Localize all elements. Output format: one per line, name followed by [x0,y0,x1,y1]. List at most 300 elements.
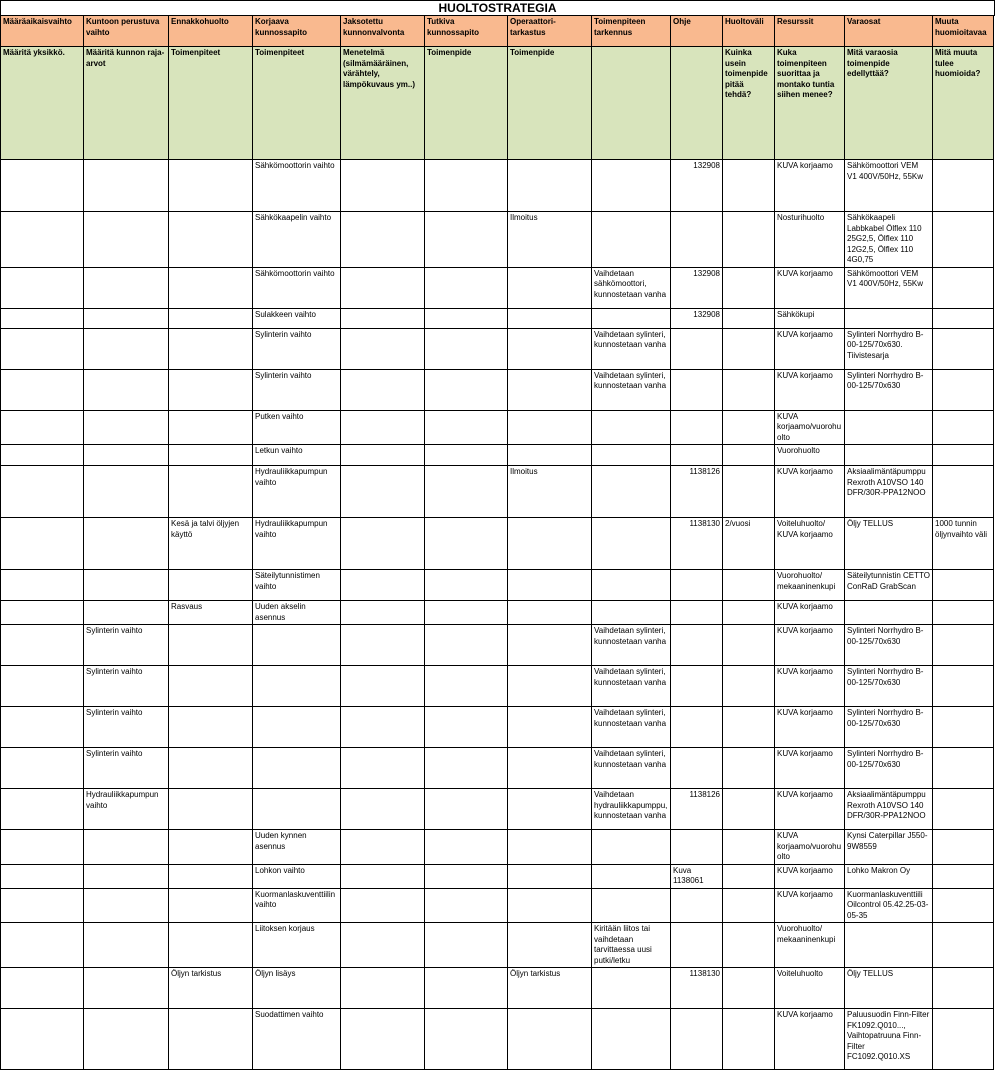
table-cell: Sähkömoottorin vaihto [253,160,341,212]
table-cell [341,748,425,789]
column-subheader: Menetelmä (silmämääräinen, värähtely, lämpökuvaus ym..) [341,47,425,160]
table-cell: Ilmoitus [508,212,592,268]
table-cell [341,212,425,268]
table-cell [84,308,169,328]
table-row [1,789,994,830]
table-cell [671,888,723,923]
table-cell [341,968,425,1009]
table-cell [592,212,671,268]
table-cell [671,923,723,968]
table-row [1,212,994,268]
column-header: Jaksotettu kunnonvalvonta [341,16,425,47]
table-cell: Sylinterin vaihto [253,328,341,369]
table-cell: Uuden akselin asennus [253,601,341,625]
table-cell: Kuormanlaskuventtiili Oilcontrol 05.42.25-03-05-35 [845,888,933,923]
table-cell [169,864,253,888]
table-cell: KUVA korjaamo [775,666,845,707]
column-subheader: Toimenpide [425,47,508,160]
table-cell: KUVA korjaamo [775,789,845,830]
table-cell [723,212,775,268]
table-cell: Liitoksen korjaus [253,923,341,968]
table-cell: Vuorohuolto/ mekaaninenkupi [775,570,845,601]
table-cell [933,308,994,328]
table-cell [169,923,253,968]
table-cell [723,923,775,968]
table-cell: 1138130 [671,968,723,1009]
table-row [1,864,994,888]
table-cell: KUVA korjaamo [775,625,845,666]
table-cell: 1138126 [671,789,723,830]
table-cell: Sylinterin vaihto [84,666,169,707]
table-cell: KUVA korjaamo [775,748,845,789]
column-header: Ohje [671,16,723,47]
table-cell [592,1009,671,1070]
table-cell [933,601,994,625]
table-cell [933,748,994,789]
table-cell [341,518,425,570]
table-cell [508,369,592,410]
table-cell: Aksiaalimäntäpumppu Rexroth A10VSO 140 DFR/30R-PPA12NOO [845,466,933,518]
table-cell [845,923,933,968]
column-subheader: Kuinka usein toimenpide pitää tehdä? [723,47,775,160]
table-cell: Kynsi Caterpillar J550-9W8559 [845,830,933,865]
table-cell [1,160,84,212]
table-cell: Kesä ja talvi öljyjen käyttö [169,518,253,570]
table-cell [933,466,994,518]
table-cell [425,830,508,865]
table-cell: Sähkökupi [775,308,845,328]
table-cell [425,570,508,601]
table-cell [508,666,592,707]
table-cell: Sylinterin vaihto [84,625,169,666]
table-cell [723,410,775,445]
table-row [1,968,994,1009]
table-row [1,570,994,601]
table-row [1,601,994,625]
table-cell [169,789,253,830]
table-cell [169,466,253,518]
table-cell [1,410,84,445]
table-cell [84,212,169,268]
table-cell [341,445,425,466]
table-cell [425,864,508,888]
column-header: Määräaikaisvaihto [1,16,84,47]
table-cell [341,830,425,865]
table-cell [341,328,425,369]
table-cell [84,830,169,865]
table-cell: Vaihdetaan sylinteri, kunnostetaan vanha [592,707,671,748]
table-cell [933,888,994,923]
table-cell [1,212,84,268]
table-cell: Sylinteri Norrhydro B-00-125/70x630. Tiivistesarja [845,328,933,369]
table-cell [592,160,671,212]
column-header: Huoltoväli [723,16,775,47]
table-cell [169,1009,253,1070]
table-row [1,888,994,923]
table-cell [341,707,425,748]
table-cell: Sulakkeen vaihto [253,308,341,328]
table-cell [84,1009,169,1070]
table-row [1,369,994,410]
table-cell [1,923,84,968]
table-cell: Hydrauliikkapumpun vaihto [84,789,169,830]
table-cell: Voiteluhuolto [775,968,845,1009]
column-header: Ennakkohuolto [169,16,253,47]
table-cell [84,968,169,1009]
table-cell [169,888,253,923]
table-cell: Öljyn tarkistus [508,968,592,1009]
table-cell: Sylinteri Norrhydro B-00-125/70x630 [845,625,933,666]
table-cell [723,830,775,865]
maintenance-table [0,15,994,1070]
table-cell: Vaihdetaan sylinteri, kunnostetaan vanha [592,748,671,789]
table-cell [671,328,723,369]
table-cell: Kuva 1138061 [671,864,723,888]
table-cell [508,160,592,212]
table-cell [169,830,253,865]
table-cell [723,666,775,707]
table-cell [169,328,253,369]
table-cell [592,445,671,466]
table-cell [592,601,671,625]
table-cell [592,466,671,518]
table-cell: Suodattimen vaihto [253,1009,341,1070]
table-cell [508,445,592,466]
table-cell [253,625,341,666]
table-cell [508,410,592,445]
table-row [1,707,994,748]
table-cell: Sylinterin vaihto [253,369,341,410]
table-cell [425,267,508,308]
table-cell [341,369,425,410]
table-cell: 132908 [671,267,723,308]
table-cell [723,328,775,369]
table-cell [1,666,84,707]
column-header: Korjaava kunnossapito [253,16,341,47]
table-cell [425,308,508,328]
column-header: Tutkiva kunnossapito [425,16,508,47]
column-subheader: Toimenpide [508,47,592,160]
table-cell [723,445,775,466]
table-cell [341,308,425,328]
table-cell: 1000 tunnin öljynvaihto väli [933,518,994,570]
table-cell: Rasvaus [169,601,253,625]
table-row [1,923,994,968]
table-row [1,466,994,518]
table-cell [508,601,592,625]
table-cell [723,369,775,410]
table-cell [508,830,592,865]
table-cell [425,1009,508,1070]
table-cell: Vaihdetaan sylinteri, kunnostetaan vanha [592,625,671,666]
table-cell: Sylinteri Norrhydro B-00-125/70x630 [845,666,933,707]
column-subheader: Kuka toimenpiteen suorittaa ja montako tuntia siihen menee? [775,47,845,160]
table-cell: Nosturihuolto [775,212,845,268]
table-cell [425,888,508,923]
table-cell [723,888,775,923]
subheader-row [1,47,994,160]
table-cell [169,267,253,308]
table-cell: Vaihdetaan hydrauliikkapumppu, kunnostetaan vanha [592,789,671,830]
table-cell [169,445,253,466]
table-cell: Putken vaihto [253,410,341,445]
table-cell [253,748,341,789]
table-row [1,748,994,789]
table-row [1,160,994,212]
table-cell [671,666,723,707]
table-cell [933,1009,994,1070]
table-cell [84,328,169,369]
table-cell [933,267,994,308]
table-cell: Vaihdetaan sylinteri, kunnostetaan vanha [592,328,671,369]
table-cell [1,601,84,625]
table-cell [84,518,169,570]
table-cell [425,212,508,268]
table-cell [425,666,508,707]
table-row [1,267,994,308]
table-cell: 2/vuosi [723,518,775,570]
table-row [1,666,994,707]
table-row [1,518,994,570]
table-cell [1,308,84,328]
column-subheader: Mitä varaosia toimenpide edellyttää? [845,47,933,160]
table-cell: Hydrauliikkapumpun vaihto [253,466,341,518]
header-row [1,16,994,47]
table-row [1,308,994,328]
table-cell: KUVA korjaamo [775,328,845,369]
table-cell [341,666,425,707]
table-cell: KUVA korjaamo [775,466,845,518]
table-cell [425,748,508,789]
table-cell: Säteilytunnistimen vaihto [253,570,341,601]
table-cell [425,160,508,212]
table-cell [671,212,723,268]
table-cell [425,518,508,570]
table-cell [1,830,84,865]
table-cell [723,789,775,830]
table-cell [425,707,508,748]
column-header: Muuta huomioitavaa [933,16,994,47]
table-cell: KUVA korjaamo [775,888,845,923]
table-cell [933,968,994,1009]
table-cell [592,518,671,570]
table-cell: KUVA korjaamo [775,707,845,748]
table-cell: KUVA korjaamo/vuorohuolto [775,830,845,865]
table-cell [341,789,425,830]
table-cell [508,625,592,666]
table-cell [508,1009,592,1070]
column-subheader: Toimenpiteet [253,47,341,160]
table-cell [508,888,592,923]
table-cell [933,625,994,666]
table-cell [1,369,84,410]
table-cell: Sylinterin vaihto [84,748,169,789]
table-cell [592,968,671,1009]
table-cell [723,625,775,666]
table-cell [723,968,775,1009]
table-cell [592,888,671,923]
table-cell [1,1009,84,1070]
column-header: Kuntoon perustuva vaihto [84,16,169,47]
table-cell: Öljy TELLUS [845,968,933,1009]
table-cell [671,1009,723,1070]
table-cell: Uuden kynnen asennus [253,830,341,865]
table-cell [933,789,994,830]
table-cell [1,968,84,1009]
table-row [1,830,994,865]
table-cell [723,570,775,601]
table-cell [425,445,508,466]
table-cell [508,570,592,601]
table-cell [723,308,775,328]
column-subheader [592,47,671,160]
table-cell [169,625,253,666]
table-cell [508,707,592,748]
table-cell [508,789,592,830]
table-cell [425,369,508,410]
table-cell [425,328,508,369]
table-cell [592,830,671,865]
table-cell [84,267,169,308]
column-subheader: Määritä yksikkö. [1,47,84,160]
table-cell [671,369,723,410]
table-cell [508,267,592,308]
table-cell [508,923,592,968]
table-cell [425,968,508,1009]
table-cell: Vuorohuolto [775,445,845,466]
table-cell [253,707,341,748]
table-cell [1,789,84,830]
table-cell: Kuormanlaskuventtiilin vaihto [253,888,341,923]
column-header: Resurssit [775,16,845,47]
table-cell [84,923,169,968]
table-cell [1,888,84,923]
table-cell [169,369,253,410]
table-cell: KUVA korjaamo/vuorohuolto [775,410,845,445]
table-cell: Sylinterin vaihto [84,707,169,748]
table-cell [1,864,84,888]
table-cell: Ilmoitus [508,466,592,518]
table-row [1,328,994,369]
table-cell [169,410,253,445]
table-cell [425,601,508,625]
table-cell: Voiteluhuolto/ KUVA korjaamo [775,518,845,570]
table-cell [341,1009,425,1070]
table-cell [723,748,775,789]
table-cell [84,601,169,625]
table-cell [933,445,994,466]
table-cell: Öljyn lisäys [253,968,341,1009]
column-subheader: Toimenpiteet [169,47,253,160]
table-cell [508,748,592,789]
table-cell: 1138130 [671,518,723,570]
table-cell [1,445,84,466]
table-cell [723,160,775,212]
table-cell: KUVA korjaamo [775,267,845,308]
table-cell: Sähkökaapeli Labbkabel Ölflex 110 25G2,5, Ölflex 110 12G2,5, Ölflex 110 4G0,75 [845,212,933,268]
table-cell [84,369,169,410]
table-cell [845,410,933,445]
table-cell [723,864,775,888]
table-cell: Säteilytunnistin CETTO ConRaD GrabScan [845,570,933,601]
table-cell [508,864,592,888]
table-cell: Kiritään liitos tai vaihdetaan tarvittaessa uusi putki/letku [592,923,671,968]
table-cell [425,625,508,666]
table-cell [671,445,723,466]
table-cell [425,410,508,445]
table-cell [84,160,169,212]
table-cell [671,410,723,445]
table-cell [341,160,425,212]
table-cell [341,570,425,601]
table-cell: Vaihdetaan sylinteri, kunnostetaan vanha [592,666,671,707]
table-cell [845,601,933,625]
table-cell [933,864,994,888]
column-header: Toimenpiteen tarkennus [592,16,671,47]
table-cell [671,601,723,625]
table-cell [933,707,994,748]
sheet-title: HUOLTOSTRATEGIA [0,0,995,16]
table-cell [425,789,508,830]
table-cell [84,410,169,445]
table-cell [933,212,994,268]
table-cell [169,748,253,789]
table-cell [341,410,425,445]
table-cell [341,267,425,308]
table-cell: 132908 [671,308,723,328]
table-cell [1,518,84,570]
table-cell [508,518,592,570]
table-cell [845,308,933,328]
table-cell [253,666,341,707]
table-row [1,445,994,466]
table-cell: Sähkömoottori VEM V1 400V/50Hz, 55Kw [845,160,933,212]
table-cell [671,570,723,601]
table-cell: KUVA korjaamo [775,601,845,625]
table-cell [169,212,253,268]
table-cell: 1138126 [671,466,723,518]
table-cell [341,864,425,888]
table-cell: Vaihdetaan sähkömoottori, kunnostetaan vanha [592,267,671,308]
table-cell [933,923,994,968]
table-cell [169,160,253,212]
table-cell: KUVA korjaamo [775,160,845,212]
table-cell [1,267,84,308]
table-cell [592,308,671,328]
table-cell: Paluusuodin Finn-Filter FK1092.Q010..., Vaihtopatruuna Finn-Filter FC1092.Q010.XS [845,1009,933,1070]
table-cell [933,410,994,445]
table-cell: Lohko Makron Oy [845,864,933,888]
table-cell [723,466,775,518]
table-cell: Lohkon vaihto [253,864,341,888]
table-cell: Hydrauliikkapumpun vaihto [253,518,341,570]
table-cell [592,864,671,888]
column-header: Varaosat [845,16,933,47]
table-cell [253,789,341,830]
table-cell: KUVA korjaamo [775,369,845,410]
table-row [1,410,994,445]
table-cell [169,570,253,601]
table-cell [169,308,253,328]
table-cell [671,707,723,748]
table-cell [341,601,425,625]
table-cell [508,328,592,369]
column-header: Operaattori-tarkastus [508,16,592,47]
table-cell [723,267,775,308]
table-cell: Sylinteri Norrhydro B-00-125/70x630 [845,707,933,748]
table-cell [671,625,723,666]
table-cell: Vaihdetaan sylinteri, kunnostetaan vanha [592,369,671,410]
